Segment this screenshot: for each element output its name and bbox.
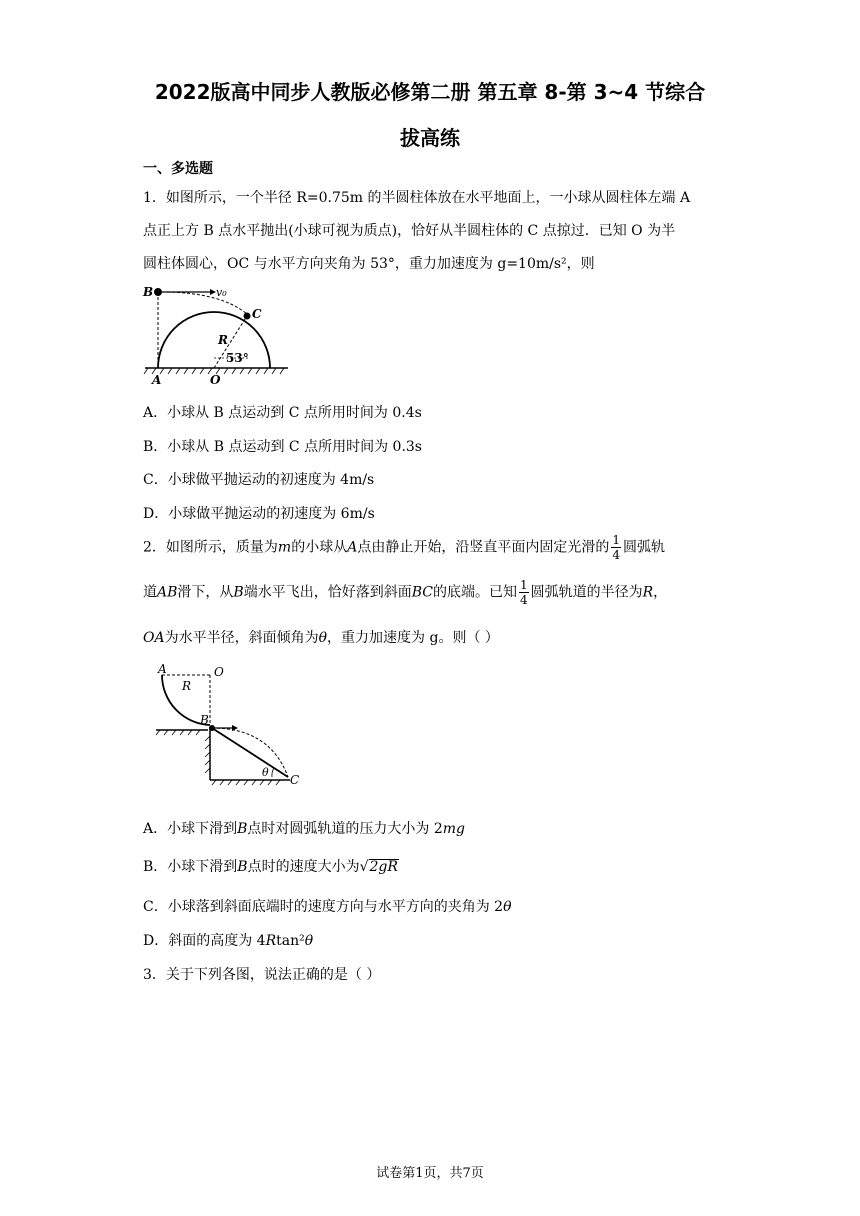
q2-option-d: D．斜面的高度为 4Rtan²θ xyxy=(143,933,314,949)
q2-label-b: B xyxy=(200,713,209,727)
page-title-line-1: 2022版高中同步人教版必修第二册 第五章 8-第 3~4 节综合 xyxy=(154,80,706,104)
q2-text-line-2: 道AB滑下，从B端水平飞出，恰好落到斜面BC的底端。已知 $\frac{1}{4}$ 圆弧轨道的半径为R， xyxy=(143,578,668,607)
q1-label-angle: 53° xyxy=(226,351,249,365)
q1-label-a: A xyxy=(152,373,162,387)
q1-option-d: D．小球做平抛运动的初速度为 6m/s xyxy=(143,506,375,522)
q2-label-o: O xyxy=(214,665,224,679)
q1-label-c: C xyxy=(252,307,262,321)
q2-fraction-quarter-2: $\frac{1}{4}$ xyxy=(519,578,528,607)
q2-option-b: B．小球下滑到B点时的速度大小为√2gR xyxy=(143,859,398,875)
page-title-line-2: 拔高练 xyxy=(400,126,460,150)
q2-option-a: A．小球下滑到B点时对圆弧轨道的压力大小为 2mg xyxy=(143,821,466,837)
q2-text-line-1: 2．如图所示，质量为m的小球从A点由静止开始，沿竖直平面内固定光滑的 $\frac{1}{4}$ 圆弧轨 xyxy=(143,533,665,562)
q1-ball-b xyxy=(154,288,162,296)
q2-label-theta: θ xyxy=(262,766,269,779)
q1-label-v0: v₀ xyxy=(216,286,227,299)
q1-text-line-1: 1．如图所示，一个半径 R=0.75m 的半圆柱体放在水平地面上，一小球从圆柱体左端 A xyxy=(143,190,691,206)
q2-figure xyxy=(150,662,310,792)
q2-ball xyxy=(209,725,215,731)
q1-label-o: O xyxy=(210,373,221,387)
section-heading: 一、多选题 xyxy=(143,161,213,177)
q1-option-b: B．小球从 B 点运动到 C 点所用时间为 0.3s xyxy=(143,439,422,455)
q2-label-c: C xyxy=(290,773,300,787)
q2-option-c: C．小球落到斜面底端时的速度方向与水平方向的夹角为 2θ xyxy=(143,899,512,915)
q1-text-line-2: 点正上方 B 点水平抛出(小球可视为质点)，恰好从半圆柱体的 C 点掠过．已知 O 为半 xyxy=(143,223,676,239)
q3-text: 3．关于下列各图，说法正确的是（ ） xyxy=(143,967,381,983)
q1-label-b: B xyxy=(143,285,154,299)
q2-label-r: R xyxy=(182,679,192,693)
q1-trajectory xyxy=(162,292,247,314)
q2-sqrt-expression: 2gR xyxy=(369,859,398,875)
q1-label-r: R xyxy=(218,333,228,347)
q2-label-a: A xyxy=(158,662,167,676)
q1-option-a: A．小球从 B 点运动到 C 点所用时间为 0.4s xyxy=(143,405,422,421)
q1-option-c: C．小球做平抛运动的初速度为 4m/s xyxy=(143,472,375,488)
q2-incline xyxy=(212,728,288,777)
q2-text-line-3: OA为水平半径，斜面倾角为θ，重力加速度为 g。则（ ） xyxy=(143,630,499,646)
q2-fraction-quarter: $\frac{1}{4}$ xyxy=(612,533,620,562)
q1-text-line-3: 圆柱体圆心，OC 与水平方向夹角为 53°，重力加速度为 g=10m/s²，则 xyxy=(143,256,595,272)
q1-figure xyxy=(140,280,290,390)
page-footer: 试卷第1页，共7页 xyxy=(376,1166,484,1181)
